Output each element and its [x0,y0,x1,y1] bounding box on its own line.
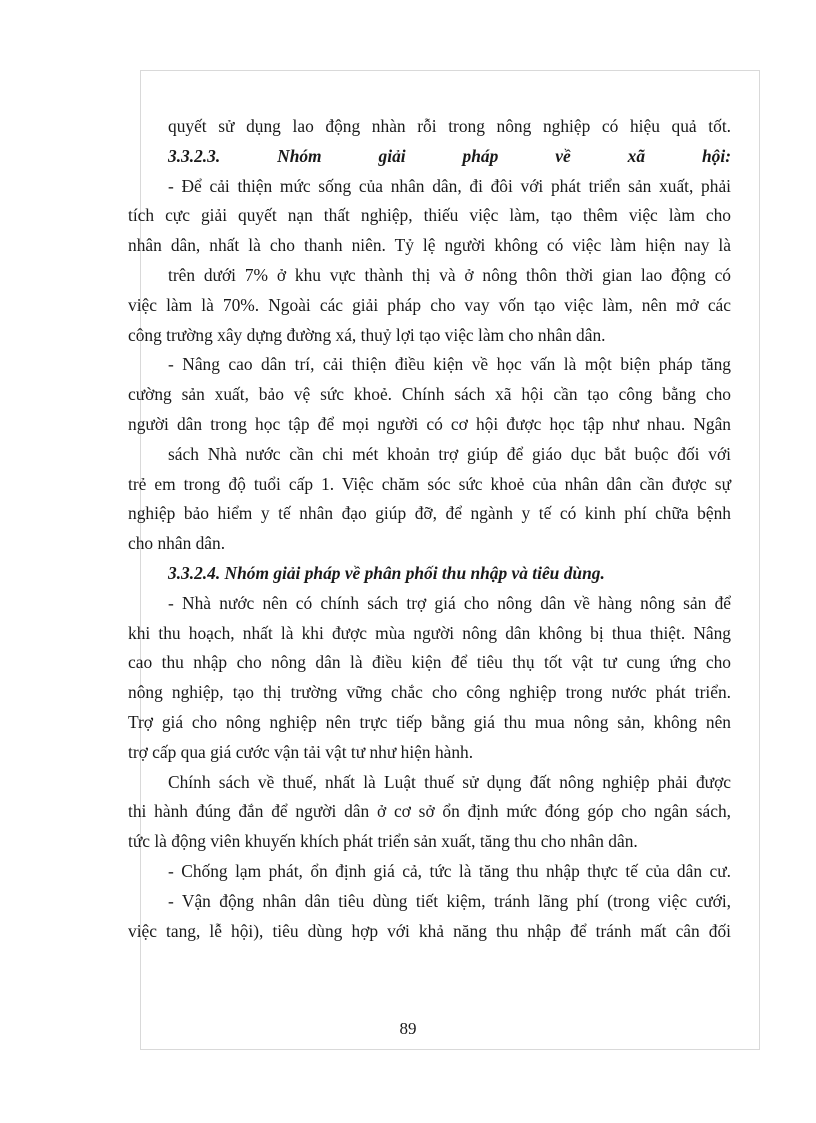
text-line: công trường xây dựng đường xá, thuỷ lợi tạo việc làm cho nhân dân. [128,324,606,345]
text-line: trẻ em trong độ tuổi cấp 1. Việc chăm sóc sức khoẻ của nhân dân cần được sự [128,473,731,494]
text-line: Trợ giá cho nông nghiệp nên trực tiếp bằng giá thu mua nông sản, không nên [128,711,731,732]
text-line: thi hành đúng đắn để người dân ở cơ sở ổn định mức đóng góp cho ngân sách, [128,801,731,822]
text-line: - Để cải thiện mức sống của nhân dân, đi đôi với phát triển sản xuất, phải [168,175,731,196]
text-line: quyết sử dụng lao động nhàn rỗi trong nông nghiệp có hiệu quả tốt. [168,116,731,136]
text-line: trợ cấp qua giá cước vận tải vật tư như hiện hành. [128,741,474,762]
text-line: - Chống lạm phát, ổn định giá cả, tức là tăng thu nhập thực tế của dân cư. [168,860,731,881]
text-line: nông nghiệp, tạo thị trường vững chắc cho công nghiệp trong nước phát triển. [128,682,731,703]
text-line: - Nâng cao dân trí, cải thiện điều kiện về học vấn là một biện pháp tăng [168,354,731,375]
text-line: cường sản xuất, bảo vệ sức khoẻ. Chính sách xã hội cần tạo công bằng cho [128,384,731,405]
text-line: việc làm là 70%. Ngoài các giải pháp cho vay vốn tạo việc làm, nên mở các [128,294,731,315]
text-line: sách Nhà nước cần chi mét khoản trợ giúp để giáo dục bắt buộc đối với [168,443,731,464]
text-line: nghiệp bảo hiểm y tế nhân đạo giúp đỡ, để ngành y tế có kinh phí chữa bệnh [128,503,731,524]
text-line: việc tang, lễ hội), tiêu dùng hợp với khả năng thu nhập để tránh mất cân đối [128,920,731,941]
text-line: người dân trong học tập để mọi người có cơ hội được học tập như nhau. Ngân [128,413,731,434]
text-line: trên dưới 7% ở khu vực thành thị và ở nông thôn thời gian lao động có [168,264,731,285]
text-line: cao thu nhập cho nông dân là điều kiện để tiêu thụ tốt vật tư cung ứng cho [128,652,731,673]
text-line: tức là động viên khuyến khích phát triển sản xuất, tăng thu cho nhân dân. [128,831,638,852]
text-line: khi thu hoạch, nhất là khi được mùa người nông dân không bị thua thiệt. Nâng [128,622,731,643]
section-heading: 3.3.2.4. Nhóm giải pháp về phân phối thu nhập và tiêu dùng. [168,562,605,583]
text-line: Chính sách về thuế, nhất là Luật thuế sử dụng đất nông nghiệp phải được [168,771,731,792]
text-line: nhân dân, nhất là cho thanh niên. Tỷ lệ người không có việc làm hiện nay là [128,235,731,256]
text-line: - Vận động nhân dân tiêu dùng tiết kiệm, tránh lãng phí (trong việc cưới, [168,890,731,911]
section-heading: 3.3.2.3. Nhóm giải pháp về xã hội: [168,145,731,166]
text-line: cho nhân dân. [128,533,226,554]
document-body [128,112,731,946]
text-line: tích cực giải quyết nạn thất nghiệp, thiếu việc làm, tạo thêm việc làm cho [128,205,731,226]
text-line: - Nhà nước nên có chính sách trợ giá cho nông dân về hàng nông sản để [168,592,731,613]
page-number: 89 [399,1019,417,1038]
